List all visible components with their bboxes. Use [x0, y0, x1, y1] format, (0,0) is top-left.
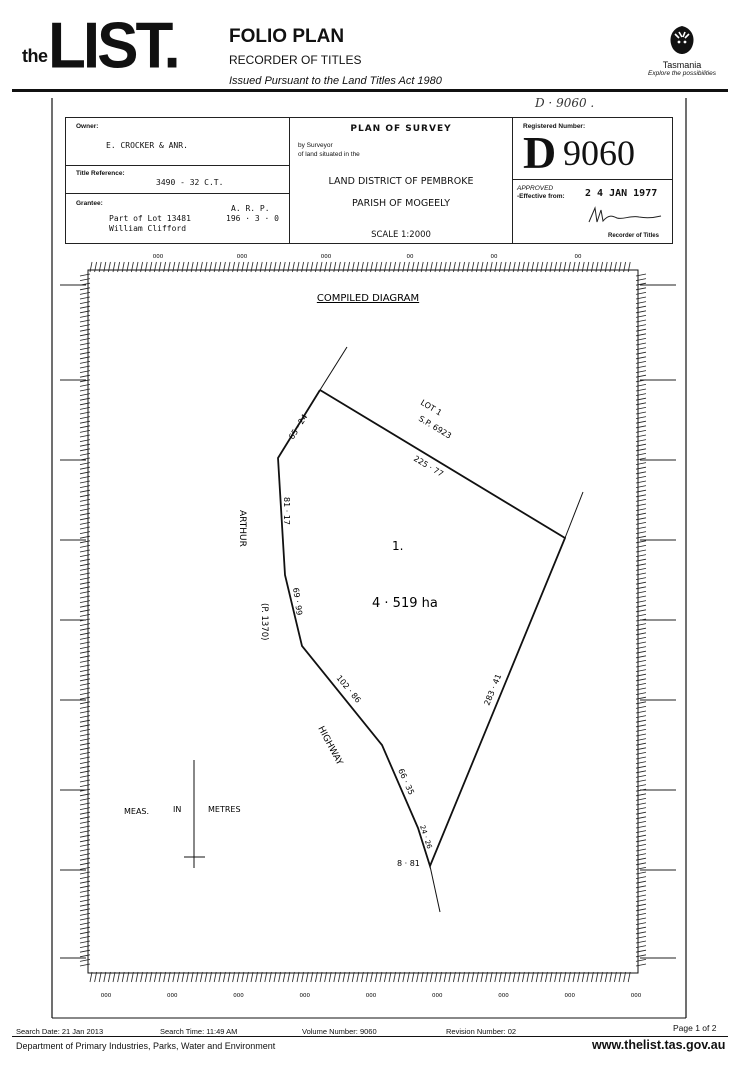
- scale-label: 00: [406, 254, 414, 260]
- search-time: Search Time: 11:49 AM: [160, 1027, 238, 1036]
- arp-header: A. R. P.: [231, 204, 270, 213]
- recorder-label: Recorder of Titles: [608, 233, 659, 239]
- dimension-northwest: 65 · 24: [287, 412, 310, 442]
- registered-number: 9060: [563, 133, 635, 173]
- dimension-west-2: 69 · 99: [291, 587, 304, 617]
- road-plan-reference: (P. 1370): [259, 603, 269, 641]
- metres-label: METRES: [208, 805, 241, 814]
- logo-list-text: LIST.: [48, 9, 178, 83]
- in-label: IN: [173, 805, 182, 814]
- scale-label: 000: [365, 993, 377, 999]
- tasmania-wordmark: Tasmania: [662, 60, 702, 70]
- boundary-extension-north: [320, 347, 347, 390]
- land-situated-label: of land situated in the: [298, 151, 360, 158]
- scale-label: 000: [432, 993, 443, 999]
- owner-label: Owner:: [76, 123, 99, 130]
- dimension-bottom: 8 · 81: [397, 859, 420, 868]
- logo-the-text: the: [22, 46, 48, 66]
- scale-label: 000: [630, 993, 642, 999]
- volume-number: Volume Number: 9060: [302, 1027, 377, 1036]
- website-link[interactable]: www.thelist.tas.gov.au: [592, 1038, 726, 1052]
- effective-label: -Effective from:: [517, 193, 565, 200]
- handwritten-note: D · 9060 .: [535, 96, 595, 110]
- dimension-east: 283 · 41: [482, 672, 504, 707]
- parish: PARISH OF MOGEELY: [351, 198, 451, 209]
- scale-label: 000: [299, 993, 310, 999]
- arp-value: 196 · 3 · 0: [226, 214, 279, 223]
- boundary-extension-south: [430, 866, 440, 912]
- scale-label: 000: [320, 254, 332, 260]
- effective-date: 2 4 JAN 1977: [585, 188, 658, 199]
- footer-divider: [12, 1036, 728, 1037]
- plan-scale: SCALE 1:2000: [371, 230, 431, 240]
- lot-number: 1.: [392, 539, 404, 553]
- title-reference-label: Title Reference:: [76, 170, 125, 177]
- meas-label: MEAS.: [124, 807, 150, 816]
- owner-value: E. CROCKER & ANR.: [106, 141, 188, 150]
- document-title: FOLIO PLAN: [229, 26, 345, 47]
- dimension-top: 225 · 77: [411, 453, 445, 479]
- adjoining-lot-label: LOT 1: [418, 397, 444, 418]
- page-indicator: Page 1 of 2: [673, 1023, 717, 1033]
- scale-label: 000: [564, 993, 575, 999]
- grid-tick-marks: [60, 262, 676, 982]
- document-subtitle: RECORDER OF TITLES: [229, 53, 362, 67]
- act-reference: Issued Pursuant to the Land Titles Act 1980: [229, 75, 442, 87]
- scale-label: 000: [152, 254, 164, 260]
- dimension-southwest-3: 24 · 26: [418, 824, 434, 850]
- registered-number-label: Registered Number:: [523, 123, 586, 130]
- grantee-label: Grantee:: [76, 200, 103, 207]
- dimension-west-1: 81 · 17: [282, 497, 291, 525]
- revision-number: Revision Number: 02: [446, 1027, 517, 1036]
- department-name: Department of Primary Industries, Parks, Water and Environment: [16, 1041, 276, 1051]
- approved-label: APPROVED: [517, 185, 554, 192]
- diagram-heading: COMPILED DIAGRAM: [316, 293, 420, 304]
- search-date: Search Date: 21 Jan 2013: [16, 1027, 104, 1036]
- road-name-arthur: ARTHUR: [237, 510, 247, 547]
- grid-frame: [88, 270, 638, 973]
- registered-prefix: D: [523, 127, 557, 178]
- by-surveyor-label: by Surveyor: [298, 142, 333, 149]
- lot-area: 4 · 519 ha: [372, 596, 438, 611]
- land-district: LAND DISTRICT OF PEMBROKE: [328, 176, 474, 187]
- boundary-extension-east: [565, 492, 583, 538]
- scale-label: 000: [100, 993, 112, 999]
- dimension-southwest-1: 102 · 86: [334, 673, 363, 705]
- grantee-line-1: Part of Lot 13481: [109, 214, 191, 223]
- scale-label: 000: [167, 993, 178, 999]
- road-name-highway: HIGHWAY: [315, 724, 345, 767]
- dimension-southwest-2: 66 · 35: [396, 767, 416, 797]
- scale-label: 00: [490, 254, 498, 260]
- top-scale-labels: [153, 254, 582, 260]
- adjoining-strata-plan: S.P. 6923: [416, 413, 454, 441]
- title-reference-value: 3490 - 32 C.T.: [156, 178, 224, 187]
- scale-label: 000: [233, 993, 244, 999]
- grantee-line-2: William Clifford: [109, 224, 187, 233]
- scale-label: 000: [498, 993, 509, 999]
- bottom-scale-labels: [101, 993, 642, 999]
- tasmania-tagline: Explore the possibilities: [648, 70, 716, 77]
- scale-label: 00: [574, 254, 582, 260]
- plan-heading: PLAN OF SURVEY: [350, 124, 452, 134]
- scale-label: 000: [236, 254, 248, 260]
